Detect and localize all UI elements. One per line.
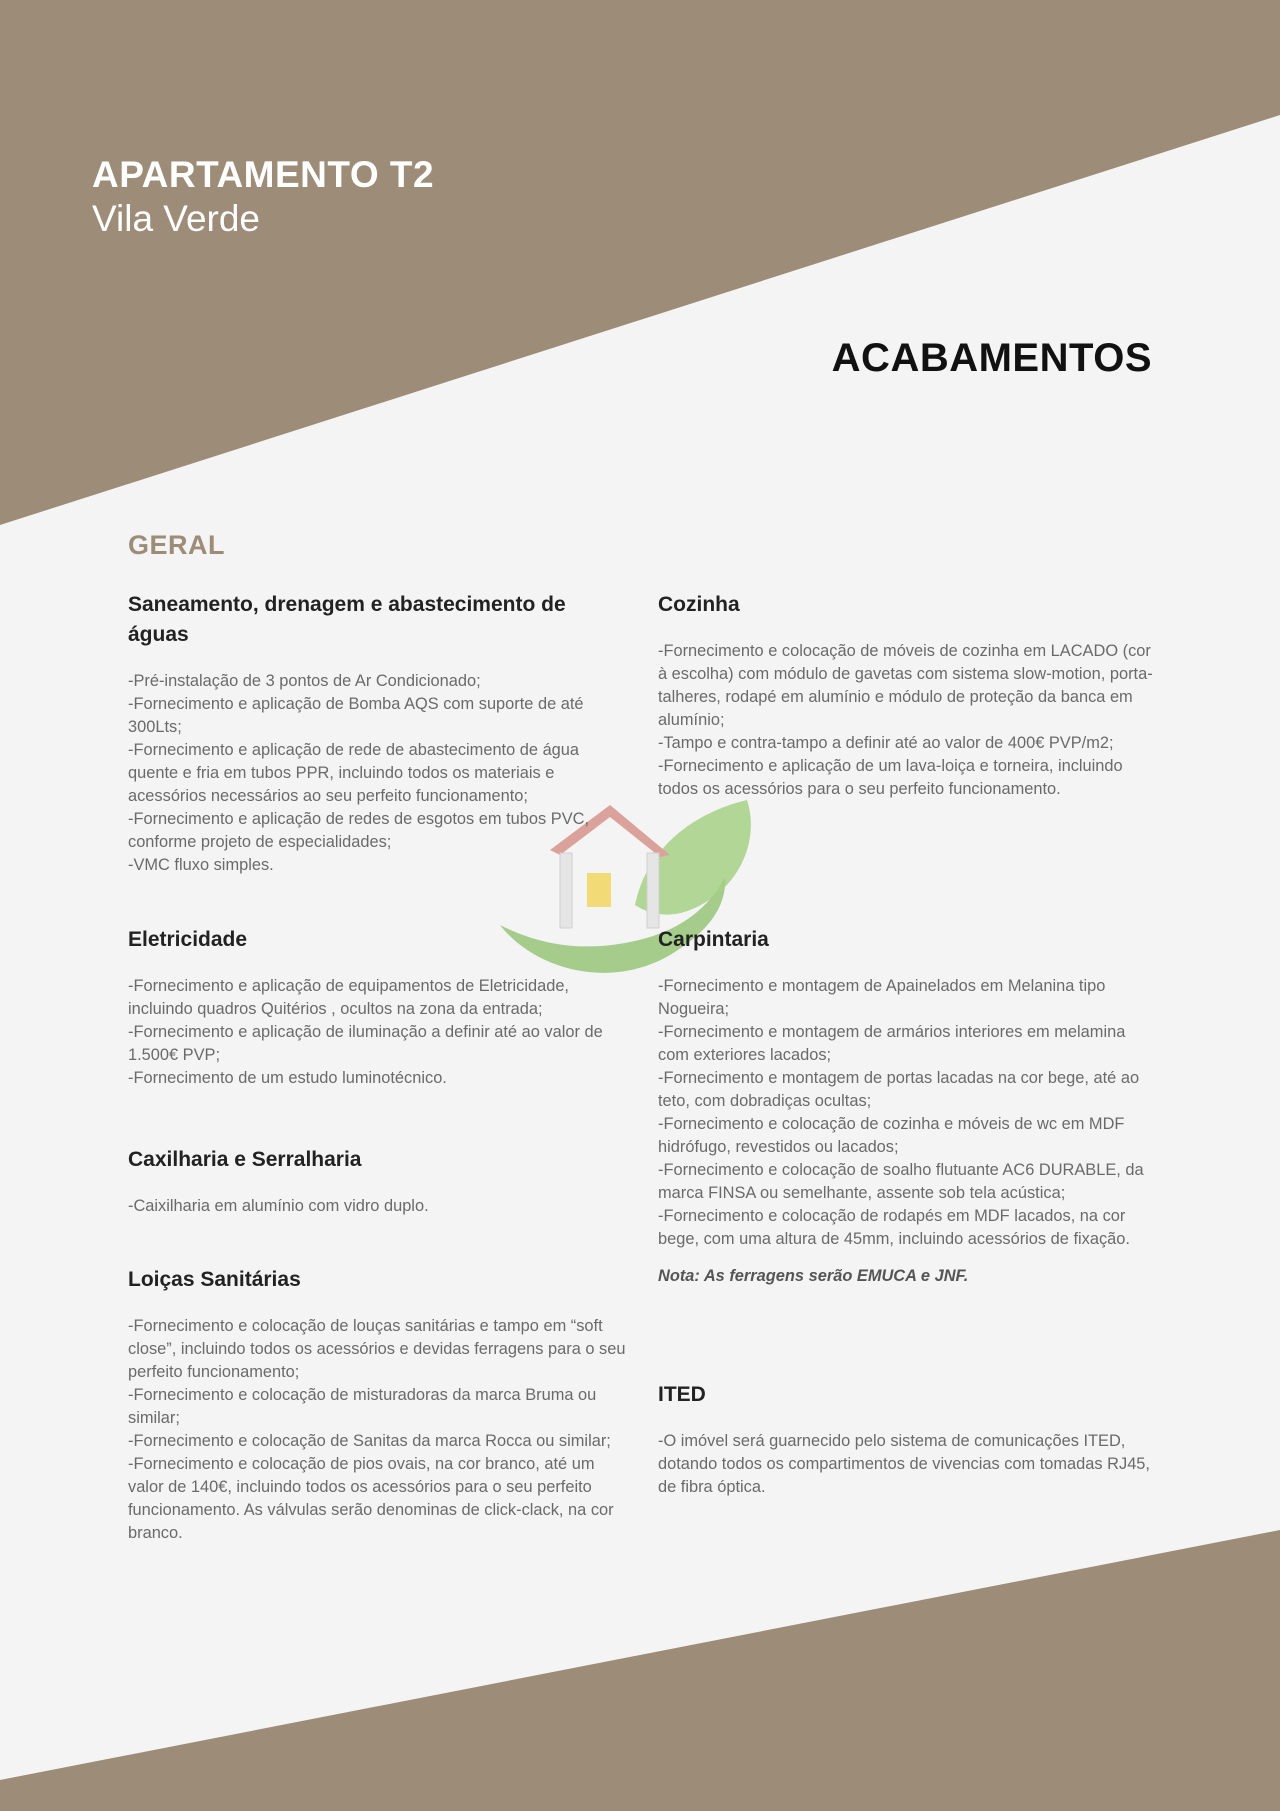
top-diagonal-band [0, 0, 1280, 525]
spec-body [658, 1430, 1158, 1499]
document-title-block [92, 153, 434, 241]
spec-line: -Fornecimento e aplicação de Bomba AQS com suporte de até 300Lts; [128, 695, 584, 736]
spec-block-loicas [128, 1265, 628, 1545]
spec-block-caxilharia [128, 1145, 628, 1218]
spec-line: -Fornecimento e colocação de cozinha e móveis de wc em MDF hidrófugo, revestidos ou lacados; [658, 1115, 1125, 1156]
spec-block-ited [658, 1380, 1158, 1499]
spec-line: -Caixilharia em alumínio com vidro duplo. [128, 1197, 429, 1215]
spec-block-carpintaria [658, 925, 1158, 1288]
spec-block-saneamento [128, 590, 628, 877]
spec-line: -Fornecimento e colocação de Sanitas da marca Rocca ou similar; [128, 1432, 611, 1450]
spec-body [658, 975, 1158, 1251]
spec-line: -Fornecimento e aplicação de equipamentos de Eletricidade, incluindo quadros Quitérios , ocultos na zona da entrada; [128, 977, 569, 1018]
spec-body [128, 975, 628, 1090]
spec-title: ITED [658, 1383, 706, 1406]
spec-line: -Fornecimento e colocação de misturadoras da marca Bruma ou similar; [128, 1386, 597, 1427]
spec-line: -Fornecimento e colocação de louças sanitárias e tampo em “soft close”, incluindo todos os acessórios e devidas ferragens para o seu perfeito funcionamento; [128, 1317, 626, 1381]
spec-line: -Fornecimento e aplicação de iluminação a definir até ao valor de 1.500€ PVP; [128, 1023, 603, 1064]
spec-title: Caxilharia e Serralharia [128, 1148, 362, 1171]
spec-line: -Fornecimento e aplicação de um lava-loiça e torneira, incluindo todos os acessórios para o seu perfeito funcionamento. [658, 757, 1123, 798]
spec-block-eletricidade [128, 925, 628, 1090]
spec-title: Carpintaria [658, 928, 769, 951]
spec-title: Eletricidade [128, 928, 248, 951]
spec-line: -Pré-instalação de 3 pontos de Ar Condicionado; [128, 672, 481, 690]
spec-line: -Fornecimento e montagem de Apainelados em Melanina tipo Nogueira; [658, 977, 1106, 1018]
spec-line: -Tampo e contra-tampo a definir até ao valor de 400€ PVP/m2; [658, 734, 1114, 752]
spec-body [658, 640, 1158, 801]
spec-line: -Fornecimento e aplicação de rede de abastecimento de água quente e fria em tubos PPR, incluindo todos os materiais e acessórios necessários ao seu perfeito funcionamento; [128, 741, 580, 805]
hardware-note: Nota: As ferragens serão EMUCA e JNF. [658, 1267, 969, 1285]
spec-line: -Fornecimento e colocação de soalho flutuante AC6 DURABLE, da marca FINSA ou semelhante, assente sob tela acústica; [658, 1161, 1144, 1202]
spec-title: Cozinha [658, 593, 740, 616]
spec-body [128, 1315, 628, 1545]
spec-block-cozinha [658, 590, 1158, 801]
category-heading: GERAL [128, 530, 225, 560]
spec-line: -Fornecimento e aplicação de redes de esgotos em tubos PVC, conforme projeto de especialidades; [128, 810, 590, 851]
spec-line: -Fornecimento e colocação de rodapés em MDF lacados, na cor bege, com uma altura de 45mm, incluindo acessórios de fixação. [658, 1207, 1130, 1248]
document-subtitle: Vila Verde [92, 198, 260, 239]
spec-title: Loiças Sanitárias [128, 1268, 301, 1291]
section-heading: ACABAMENTOS [831, 336, 1152, 380]
spec-line: -Fornecimento e montagem de portas lacadas na cor bege, até ao teto, com dobradiças ocultas; [658, 1069, 1140, 1110]
spec-title: Saneamento, drenagem e abastecimento de águas [128, 593, 566, 646]
spec-body [128, 670, 628, 877]
spec-line: -Fornecimento e montagem de armários interiores em melamina com exteriores lacados; [658, 1023, 1126, 1064]
spec-line: -O imóvel será guarnecido pelo sistema de comunicações ITED, dotando todos os compartimentos de vivencias com tomadas RJ45, de fibra óptica. [658, 1432, 1150, 1496]
spec-line: -Fornecimento e colocação de pios ovais, na cor branco, até um valor de 140€, incluindo todos os acessórios para o seu perfeito funcionamento. As válvulas serão denominas de click-clack, na cor branco. [128, 1455, 614, 1542]
bottom-diagonal-band [0, 1530, 1280, 1811]
spec-body [128, 1195, 628, 1218]
spec-line: -Fornecimento e colocação de móveis de cozinha em LACADO (cor à escolha) com módulo de gavetas com sistema slow-motion, porta-talheres, rodapé em alumínio e módulo de proteção da banca em alumínio; [658, 642, 1153, 729]
spec-line: -VMC fluxo simples. [128, 856, 274, 874]
spec-line: -Fornecimento de um estudo luminotécnico. [128, 1069, 447, 1087]
document-title: APARTAMENTO T2 [92, 154, 435, 195]
